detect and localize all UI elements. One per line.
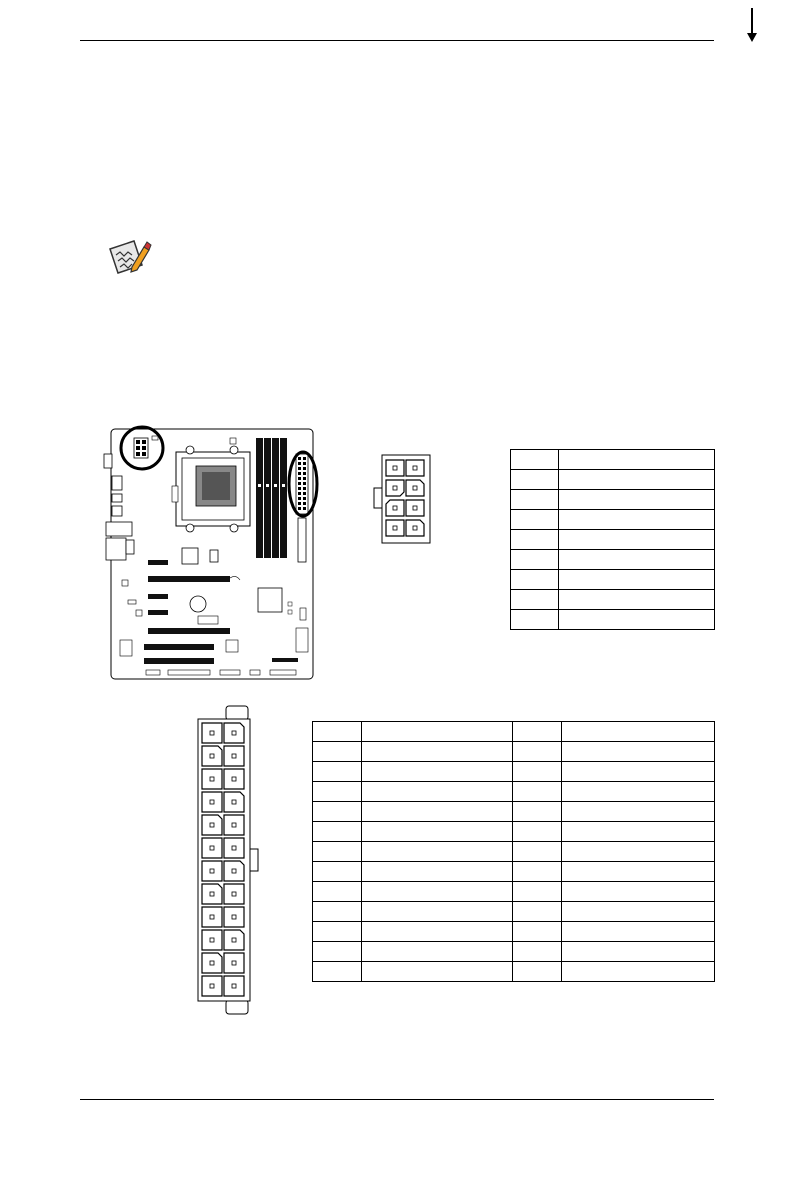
pin-number-cell: [313, 862, 362, 882]
pin-definition-cell: [559, 510, 715, 530]
pin-definition-cell: [362, 782, 513, 802]
table-row: [313, 822, 715, 842]
connector-pin-contact: [232, 846, 236, 850]
connector-pin-contact: [232, 915, 236, 919]
table-row: [511, 490, 715, 510]
connector-pin-contact: [232, 938, 236, 942]
pin-number-cell: [511, 470, 559, 490]
table-row: [511, 610, 715, 630]
24-pin-connector-icon: [196, 705, 260, 1015]
pin-number-cell: [313, 822, 362, 842]
connector-pin-contact: [210, 823, 214, 827]
pin-definition-cell: [362, 762, 513, 782]
atx12v-pin-table: [510, 449, 715, 630]
connector-pin-contact: [210, 800, 214, 804]
connector-pin-contact: [232, 777, 236, 781]
pin-definition-cell: [562, 922, 715, 942]
connector-pin-contact: [232, 823, 236, 827]
pin-definition-cell: [559, 490, 715, 510]
8-pin-connector-icon: [372, 454, 432, 544]
table-row: [313, 742, 715, 762]
table-row: [313, 882, 715, 902]
pin-number-cell: [511, 610, 559, 630]
pin-definition-cell: [362, 722, 513, 742]
pin-number-cell: [511, 570, 559, 590]
pin-number-cell: [313, 922, 362, 942]
connector-pin-contact: [210, 777, 214, 781]
pin-number-cell: [313, 762, 362, 782]
table-row: [511, 470, 715, 490]
table-row: [511, 530, 715, 550]
connector-pin-contact: [232, 800, 236, 804]
pin-definition-cell: [362, 902, 513, 922]
pin-number-cell: [313, 942, 362, 962]
table-row: [313, 722, 715, 742]
connector-pin-contact: [210, 754, 214, 758]
pin-number-cell: [313, 902, 362, 922]
pin-definition-cell: [362, 882, 513, 902]
connector-pin-contact: [210, 846, 214, 850]
table-row: [313, 902, 715, 922]
connector-pin-contact: [210, 892, 214, 896]
table-row: [313, 842, 715, 862]
table-row: [511, 450, 715, 470]
pin-number-cell: [513, 782, 562, 802]
pin-number-cell: [513, 882, 562, 902]
table-row: [511, 550, 715, 570]
pin-definition-cell: [362, 842, 513, 862]
pin-definition-cell: [559, 450, 715, 470]
pin-number-cell: [513, 942, 562, 962]
table-row: [313, 802, 715, 822]
pin-number-cell: [513, 862, 562, 882]
header-rule: [80, 40, 714, 41]
pin-definition-cell: [559, 610, 715, 630]
pin-number-cell: [511, 590, 559, 610]
table-row: [313, 862, 715, 882]
pin-definition-cell: [562, 882, 715, 902]
pin-definition-cell: [362, 922, 513, 942]
connector-pin-contact: [210, 731, 214, 735]
pin-definition-cell: [362, 822, 513, 842]
connector-pin-contact: [232, 984, 236, 988]
pin-definition-cell: [562, 902, 715, 922]
pin-definition-cell: [559, 470, 715, 490]
connector-pin-contact: [232, 731, 236, 735]
pin-number-cell: [511, 530, 559, 550]
pin-definition-cell: [362, 962, 513, 982]
pin-definition-cell: [562, 722, 715, 742]
pin-number-cell: [313, 842, 362, 862]
table-row: [313, 962, 715, 982]
table-row: [313, 782, 715, 802]
connector-pin-contact: [210, 915, 214, 919]
pin-number-cell: [513, 842, 562, 862]
pin-number-cell: [313, 962, 362, 982]
pin-number-cell: [313, 802, 362, 822]
connector-pin-contact: [210, 869, 214, 873]
connector-pin-contact: [232, 754, 236, 758]
motherboard-layout-icon: [110, 428, 314, 680]
connector-pin-contact: [210, 961, 214, 965]
connector-pin-contact: [232, 961, 236, 965]
pin-number-cell: [513, 922, 562, 942]
pin-definition-cell: [362, 742, 513, 762]
pin-definition-cell: [562, 742, 715, 762]
connector-pin-contact: [210, 984, 214, 988]
table-row: [511, 510, 715, 530]
atx-24pin-table: [312, 721, 715, 982]
pin-definition-cell: [559, 550, 715, 570]
pin-definition-cell: [362, 862, 513, 882]
pin-number-cell: [313, 722, 362, 742]
pin-definition-cell: [562, 962, 715, 982]
pencil-note-icon: [104, 237, 152, 279]
pin-definition-cell: [559, 590, 715, 610]
pin-definition-cell: [562, 822, 715, 842]
table-row: [313, 922, 715, 942]
pin-number-cell: [513, 722, 562, 742]
pin-number-cell: [513, 762, 562, 782]
table-row: [511, 570, 715, 590]
pin-definition-cell: [562, 802, 715, 822]
pin-definition-cell: [562, 842, 715, 862]
pin-definition-cell: [562, 782, 715, 802]
connector-pin-contact: [232, 869, 236, 873]
pin-number-cell: [511, 490, 559, 510]
pin-number-cell: [513, 962, 562, 982]
pin-definition-cell: [559, 570, 715, 590]
table-row: [313, 762, 715, 782]
pin-definition-cell: [562, 762, 715, 782]
pin-definition-cell: [562, 862, 715, 882]
pin-definition-cell: [362, 802, 513, 822]
pin-number-cell: [513, 822, 562, 842]
pin-number-cell: [313, 882, 362, 902]
pin-number-cell: [511, 510, 559, 530]
footer-rule: [80, 1099, 714, 1100]
pin-number-cell: [511, 450, 559, 470]
pin-number-cell: [513, 902, 562, 922]
pin-number-cell: [313, 782, 362, 802]
pin-definition-cell: [559, 530, 715, 550]
pin-number-cell: [313, 742, 362, 762]
pin-definition-cell: [562, 942, 715, 962]
pin-number-cell: [513, 742, 562, 762]
pin-definition-cell: [362, 942, 513, 962]
connector-pin-contact: [210, 938, 214, 942]
table-row: [313, 942, 715, 962]
table-row: [511, 590, 715, 610]
arrow-down-icon-stem: [751, 8, 753, 34]
arrow-down-icon: [747, 33, 757, 42]
pin-number-cell: [513, 802, 562, 822]
pin-number-cell: [511, 550, 559, 570]
connector-pin-contact: [232, 892, 236, 896]
